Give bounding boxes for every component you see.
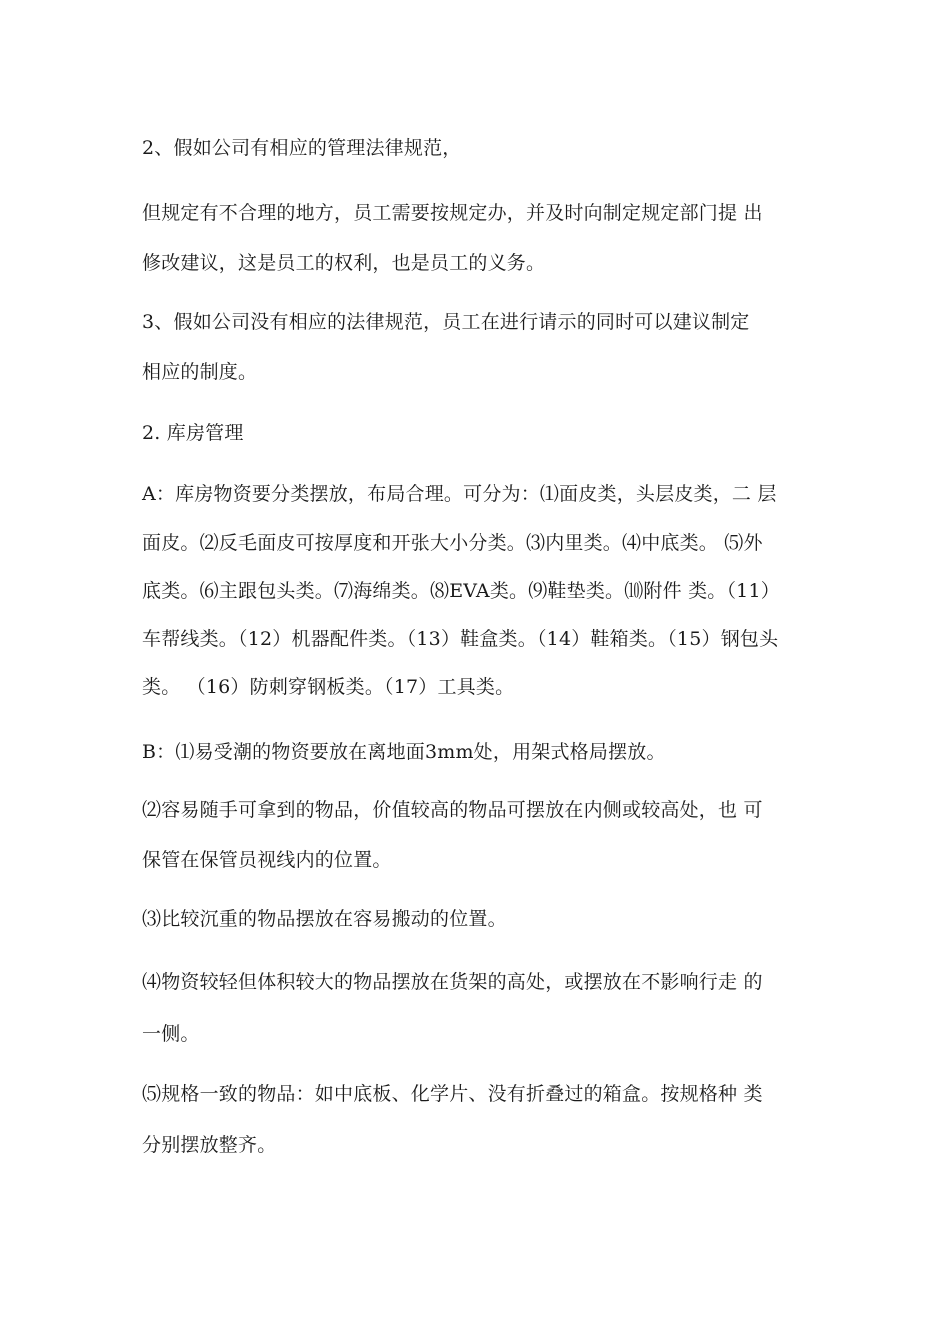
paragraph-line: 分别摆放整齐。 xyxy=(142,1134,277,1156)
paragraph-line: 修改建议，这是员工的权利，也是员工的义务。 xyxy=(142,252,546,274)
section-heading: 2. 库房管理 xyxy=(142,422,244,444)
paragraph-line: B：⑴易受潮的物资要放在离地面3mm处，用架式格局摆放。 xyxy=(142,741,666,763)
paragraph-line: 3、假如公司没有相应的法律规范，员工在进行请示的同时可以建议制定 xyxy=(142,311,750,333)
paragraph-line: 车帮线类。（12）机器配件类。（13）鞋盒类。（14）鞋箱类。（15）钢包头 xyxy=(142,628,779,650)
paragraph-line: 相应的制度。 xyxy=(142,361,258,383)
paragraph-line: 一侧。 xyxy=(142,1023,200,1045)
paragraph-line: 面皮。⑵反毛面皮可按厚度和开张大小分类。⑶内里类。⑷中底类。 ⑸外 xyxy=(142,532,763,554)
paragraph-line: 保管在保管员视线内的位置。 xyxy=(142,849,392,871)
paragraph-line: ⑵容易随手可拿到的物品，价值较高的物品可摆放在内侧或较高处，也 可 xyxy=(142,799,763,821)
paragraph-line: 2、假如公司有相应的管理法律规范， xyxy=(142,137,462,159)
paragraph-line: 底类。⑹主跟包头类。⑺海绵类。⑻EVA类。⑼鞋垫类。⑽附件 类。（11） xyxy=(142,580,780,602)
paragraph-line: ⑷物资较轻但体积较大的物品摆放在货架的高处，或摆放在不影响行走 的 xyxy=(142,971,763,993)
paragraph-line: A：库房物资要分类摆放，布局合理。可分为：⑴面皮类，头层皮类，二 层 xyxy=(142,483,777,505)
paragraph-line: 但规定有不合理的地方，员工需要按规定办，并及时向制定规定部门提 出 xyxy=(142,202,763,224)
paragraph-line: 类。 （16）防刺穿钢板类。（17）工具类。 xyxy=(142,676,515,698)
paragraph-line: ⑶比较沉重的物品摆放在容易搬动的位置。 xyxy=(142,908,507,930)
paragraph-line: ⑸规格一致的物品：如中底板、化学片、没有折叠过的箱盒。按规格种 类 xyxy=(142,1083,763,1105)
